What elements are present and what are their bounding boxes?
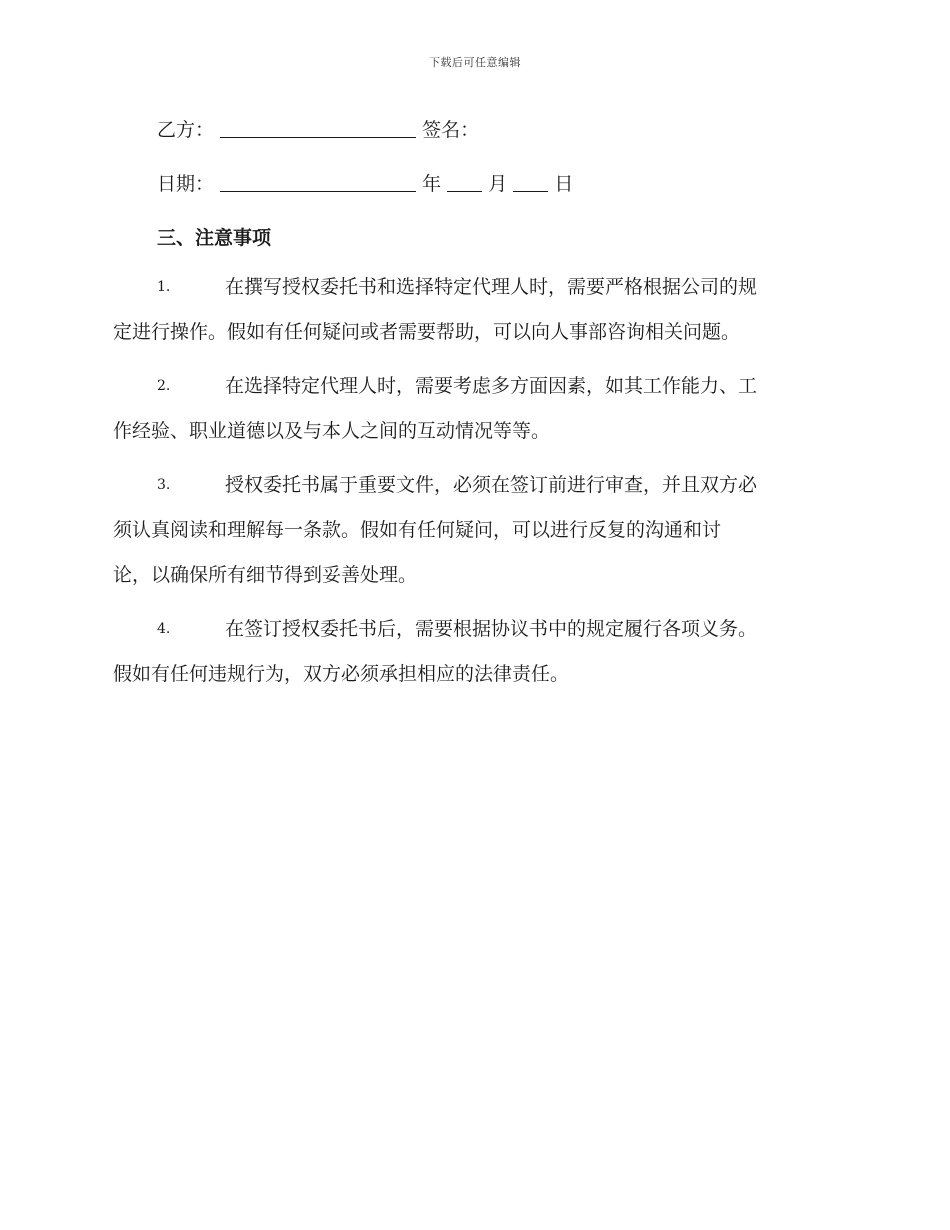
item-text-line: 授权委托书属于重要文件，必须在签订前进行审查，并且双方必: [225, 474, 758, 496]
item-number: 1.: [157, 279, 171, 295]
year-label: 年: [422, 173, 442, 195]
item-text-line: 须认真阅读和理解每一条款。假如有任何疑问，可以进行反复的沟通和讨: [113, 519, 722, 541]
date-blank: [220, 169, 416, 192]
item-number: 3.: [157, 477, 171, 493]
date-row: [113, 166, 837, 202]
notice-item-2: [113, 364, 837, 454]
month-blank: [447, 169, 482, 192]
sign-label: 签名：: [422, 119, 480, 141]
party-b-blank: [220, 115, 416, 138]
item-text-line: 假如有任何违规行为，双方必须承担相应的法律责任。: [113, 663, 570, 685]
month-label: 月: [488, 173, 508, 195]
notice-item-3: [113, 463, 837, 598]
item-text-line: 作经验、职业道德以及与本人之间的互动情况等等。: [113, 420, 551, 442]
item-text-line: 论，以确保所有细节得到妥善处理。: [113, 564, 418, 586]
day-blank: [513, 169, 548, 192]
item-number: 4.: [157, 621, 171, 637]
notice-item-1: [113, 265, 837, 355]
day-label: 日: [554, 173, 574, 195]
header-note: 下载后可任意编辑: [429, 56, 521, 69]
item-number: 2.: [157, 378, 171, 394]
party-b-label: 乙方：: [157, 119, 215, 141]
item-text-line: 在撰写授权委托书和选择特定代理人时，需要严格根据公司的规: [225, 276, 758, 298]
notice-item-4: [113, 607, 837, 697]
document-body: [113, 110, 837, 697]
date-label: 日期：: [157, 173, 215, 195]
party-b-signature-row: [113, 112, 837, 148]
item-text-line: 在签订授权委托书后，需要根据协议书中的规定履行各项义务。: [225, 618, 758, 640]
section-title: 三、注意事项: [157, 227, 272, 249]
item-text-line: 定进行操作。假如有任何疑问或者需要帮助，可以向人事部咨询相关问题。: [113, 321, 741, 343]
item-text-line: 在选择特定代理人时，需要考虑多方面因素，如其工作能力、工: [225, 375, 758, 397]
